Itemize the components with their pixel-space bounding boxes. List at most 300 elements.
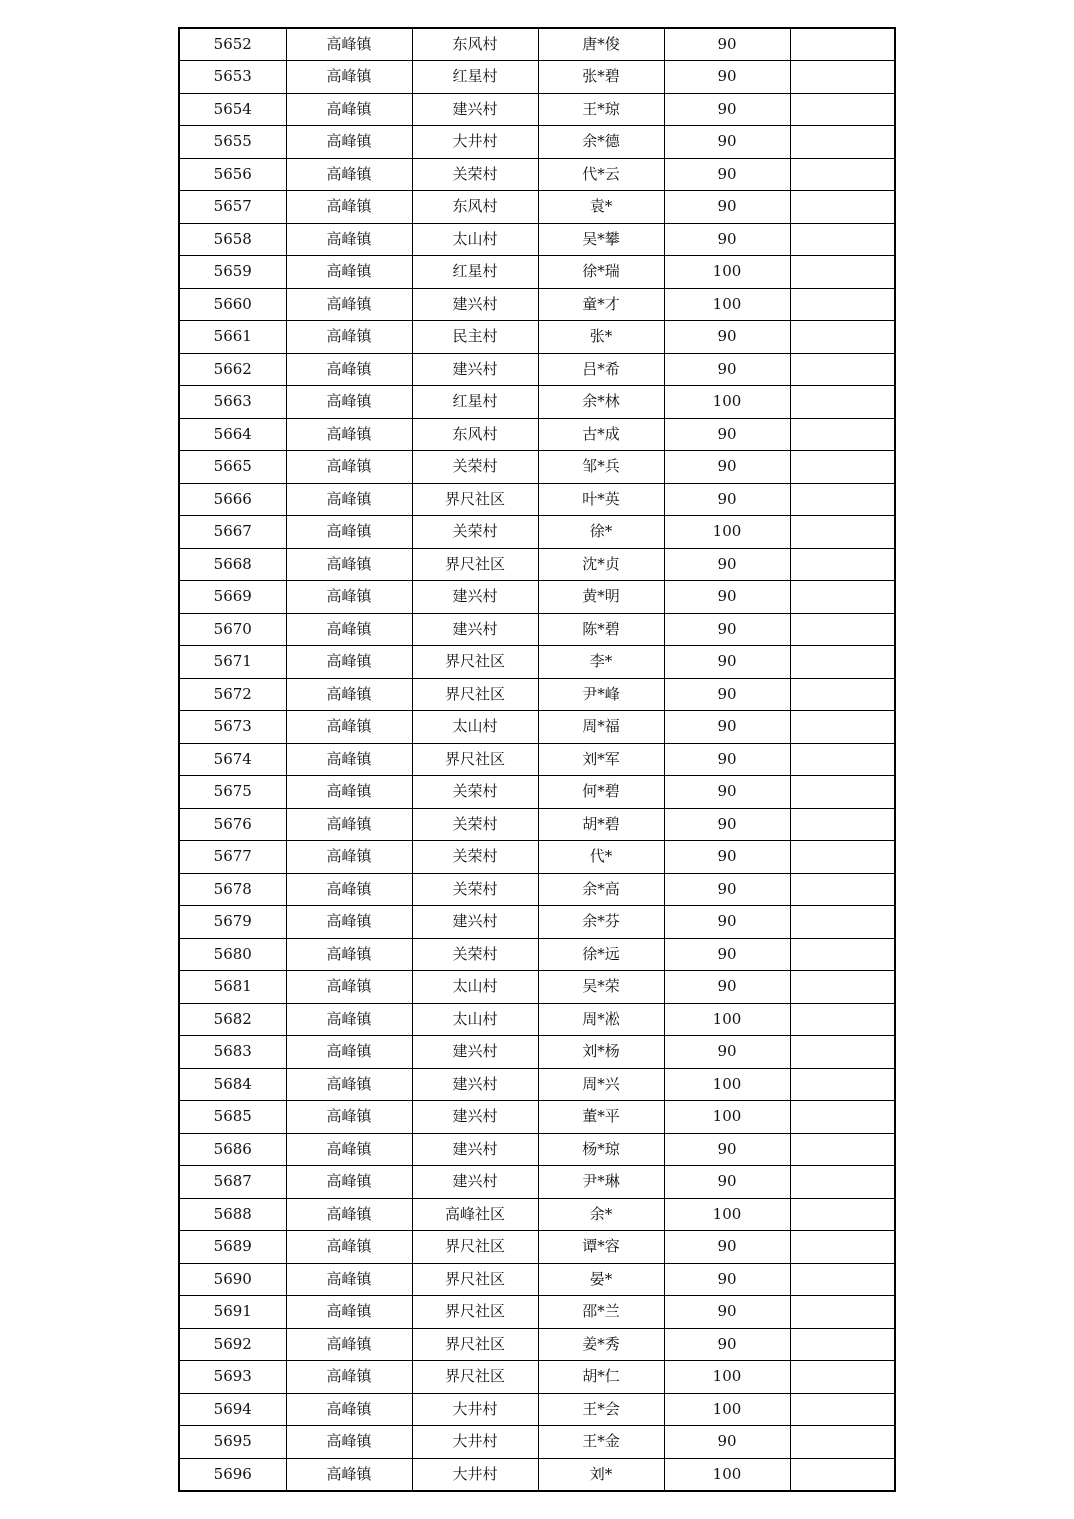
remark-cell bbox=[790, 873, 895, 906]
town-cell: 高峰镇 bbox=[286, 353, 412, 386]
table-row bbox=[179, 61, 895, 94]
name-cell: 代*云 bbox=[538, 158, 664, 191]
amount-cell: 100 bbox=[664, 256, 790, 289]
remark-cell bbox=[790, 971, 895, 1004]
remark-cell bbox=[790, 1361, 895, 1394]
town-cell: 高峰镇 bbox=[286, 581, 412, 614]
name-cell: 黄*明 bbox=[538, 581, 664, 614]
town-cell: 高峰镇 bbox=[286, 223, 412, 256]
remark-cell bbox=[790, 1231, 895, 1264]
row-number-cell: 5657 bbox=[179, 191, 286, 224]
village-cell: 太山村 bbox=[412, 971, 538, 1004]
data-table bbox=[178, 27, 894, 1492]
row-number-cell: 5690 bbox=[179, 1263, 286, 1296]
remark-cell bbox=[790, 581, 895, 614]
amount-cell: 90 bbox=[664, 28, 790, 61]
row-number-cell: 5653 bbox=[179, 61, 286, 94]
remark-cell bbox=[790, 1133, 895, 1166]
village-cell: 关荣村 bbox=[412, 516, 538, 549]
table-row bbox=[179, 1133, 895, 1166]
remark-cell bbox=[790, 516, 895, 549]
village-cell: 界尺社区 bbox=[412, 483, 538, 516]
name-cell: 童*才 bbox=[538, 288, 664, 321]
town-cell: 高峰镇 bbox=[286, 1263, 412, 1296]
table-row bbox=[179, 1393, 895, 1426]
town-cell: 高峰镇 bbox=[286, 28, 412, 61]
amount-cell: 100 bbox=[664, 1361, 790, 1394]
remark-cell bbox=[790, 126, 895, 159]
row-number-cell: 5694 bbox=[179, 1393, 286, 1426]
village-cell: 红星村 bbox=[412, 61, 538, 94]
remark-cell bbox=[790, 483, 895, 516]
row-number-cell: 5676 bbox=[179, 808, 286, 841]
row-number-cell: 5678 bbox=[179, 873, 286, 906]
row-number-cell: 5666 bbox=[179, 483, 286, 516]
row-number-cell: 5668 bbox=[179, 548, 286, 581]
town-cell: 高峰镇 bbox=[286, 1361, 412, 1394]
name-cell: 叶*英 bbox=[538, 483, 664, 516]
name-cell: 徐*瑞 bbox=[538, 256, 664, 289]
village-cell: 红星村 bbox=[412, 256, 538, 289]
village-cell: 太山村 bbox=[412, 1003, 538, 1036]
amount-cell: 90 bbox=[664, 353, 790, 386]
name-cell: 余*高 bbox=[538, 873, 664, 906]
town-cell: 高峰镇 bbox=[286, 613, 412, 646]
name-cell: 晏* bbox=[538, 1263, 664, 1296]
row-number-cell: 5661 bbox=[179, 321, 286, 354]
amount-cell: 90 bbox=[664, 1166, 790, 1199]
town-cell: 高峰镇 bbox=[286, 776, 412, 809]
town-cell: 高峰镇 bbox=[286, 288, 412, 321]
village-cell: 大井村 bbox=[412, 1393, 538, 1426]
table-grid bbox=[178, 27, 896, 1492]
amount-cell: 90 bbox=[664, 906, 790, 939]
village-cell: 关荣村 bbox=[412, 158, 538, 191]
town-cell: 高峰镇 bbox=[286, 386, 412, 419]
village-cell: 界尺社区 bbox=[412, 743, 538, 776]
town-cell: 高峰镇 bbox=[286, 1101, 412, 1134]
village-cell: 关荣村 bbox=[412, 776, 538, 809]
table-row bbox=[179, 1361, 895, 1394]
row-number-cell: 5663 bbox=[179, 386, 286, 419]
row-number-cell: 5681 bbox=[179, 971, 286, 1004]
remark-cell bbox=[790, 451, 895, 484]
village-cell: 红星村 bbox=[412, 386, 538, 419]
remark-cell bbox=[790, 711, 895, 744]
town-cell: 高峰镇 bbox=[286, 1458, 412, 1491]
table-row bbox=[179, 93, 895, 126]
amount-cell: 90 bbox=[664, 581, 790, 614]
row-number-cell: 5679 bbox=[179, 906, 286, 939]
name-cell: 徐* bbox=[538, 516, 664, 549]
name-cell: 王*会 bbox=[538, 1393, 664, 1426]
row-number-cell: 5654 bbox=[179, 93, 286, 126]
amount-cell: 90 bbox=[664, 93, 790, 126]
row-number-cell: 5693 bbox=[179, 1361, 286, 1394]
name-cell: 周*凇 bbox=[538, 1003, 664, 1036]
remark-cell bbox=[790, 548, 895, 581]
name-cell: 邹*兵 bbox=[538, 451, 664, 484]
remark-cell bbox=[790, 1263, 895, 1296]
amount-cell: 100 bbox=[664, 1003, 790, 1036]
town-cell: 高峰镇 bbox=[286, 646, 412, 679]
remark-cell bbox=[790, 256, 895, 289]
town-cell: 高峰镇 bbox=[286, 1036, 412, 1069]
table-row bbox=[179, 1101, 895, 1134]
village-cell: 建兴村 bbox=[412, 1166, 538, 1199]
row-number-cell: 5695 bbox=[179, 1426, 286, 1459]
remark-cell bbox=[790, 93, 895, 126]
remark-cell bbox=[790, 1036, 895, 1069]
town-cell: 高峰镇 bbox=[286, 61, 412, 94]
amount-cell: 90 bbox=[664, 223, 790, 256]
village-cell: 建兴村 bbox=[412, 613, 538, 646]
town-cell: 高峰镇 bbox=[286, 1393, 412, 1426]
village-cell: 界尺社区 bbox=[412, 548, 538, 581]
amount-cell: 100 bbox=[664, 1458, 790, 1491]
village-cell: 大井村 bbox=[412, 1458, 538, 1491]
name-cell: 邵*兰 bbox=[538, 1296, 664, 1329]
amount-cell: 90 bbox=[664, 61, 790, 94]
table-row bbox=[179, 418, 895, 451]
amount-cell: 90 bbox=[664, 743, 790, 776]
remark-cell bbox=[790, 678, 895, 711]
town-cell: 高峰镇 bbox=[286, 808, 412, 841]
name-cell: 吴*攀 bbox=[538, 223, 664, 256]
table-row bbox=[179, 581, 895, 614]
village-cell: 建兴村 bbox=[412, 288, 538, 321]
amount-cell: 90 bbox=[664, 646, 790, 679]
village-cell: 东风村 bbox=[412, 191, 538, 224]
amount-cell: 90 bbox=[664, 971, 790, 1004]
row-number-cell: 5687 bbox=[179, 1166, 286, 1199]
remark-cell bbox=[790, 386, 895, 419]
remark-cell bbox=[790, 1393, 895, 1426]
name-cell: 周*福 bbox=[538, 711, 664, 744]
amount-cell: 100 bbox=[664, 386, 790, 419]
row-number-cell: 5688 bbox=[179, 1198, 286, 1231]
village-cell: 建兴村 bbox=[412, 1101, 538, 1134]
table-row bbox=[179, 126, 895, 159]
row-number-cell: 5660 bbox=[179, 288, 286, 321]
name-cell: 尹*峰 bbox=[538, 678, 664, 711]
village-cell: 太山村 bbox=[412, 711, 538, 744]
table-row bbox=[179, 776, 895, 809]
amount-cell: 100 bbox=[664, 288, 790, 321]
village-cell: 高峰社区 bbox=[412, 1198, 538, 1231]
table-row bbox=[179, 1003, 895, 1036]
village-cell: 建兴村 bbox=[412, 93, 538, 126]
row-number-cell: 5664 bbox=[179, 418, 286, 451]
amount-cell: 90 bbox=[664, 873, 790, 906]
name-cell: 刘*军 bbox=[538, 743, 664, 776]
amount-cell: 100 bbox=[664, 1068, 790, 1101]
remark-cell bbox=[790, 223, 895, 256]
table-row bbox=[179, 646, 895, 679]
table-row bbox=[179, 1426, 895, 1459]
village-cell: 建兴村 bbox=[412, 906, 538, 939]
remark-cell bbox=[790, 1426, 895, 1459]
amount-cell: 100 bbox=[664, 516, 790, 549]
village-cell: 关荣村 bbox=[412, 873, 538, 906]
name-cell: 吕*希 bbox=[538, 353, 664, 386]
remark-cell bbox=[790, 1166, 895, 1199]
amount-cell: 90 bbox=[664, 1231, 790, 1264]
remark-cell bbox=[790, 906, 895, 939]
name-cell: 张*碧 bbox=[538, 61, 664, 94]
amount-cell: 90 bbox=[664, 1296, 790, 1329]
name-cell: 尹*琳 bbox=[538, 1166, 664, 1199]
remark-cell bbox=[790, 353, 895, 386]
town-cell: 高峰镇 bbox=[286, 971, 412, 1004]
name-cell: 徐*远 bbox=[538, 938, 664, 971]
town-cell: 高峰镇 bbox=[286, 743, 412, 776]
amount-cell: 90 bbox=[664, 1036, 790, 1069]
row-number-cell: 5686 bbox=[179, 1133, 286, 1166]
table-row bbox=[179, 28, 895, 61]
amount-cell: 90 bbox=[664, 776, 790, 809]
row-number-cell: 5669 bbox=[179, 581, 286, 614]
village-cell: 大井村 bbox=[412, 126, 538, 159]
table-row bbox=[179, 841, 895, 874]
table-row bbox=[179, 191, 895, 224]
table-row bbox=[179, 1263, 895, 1296]
remark-cell bbox=[790, 191, 895, 224]
village-cell: 建兴村 bbox=[412, 581, 538, 614]
row-number-cell: 5670 bbox=[179, 613, 286, 646]
village-cell: 民主村 bbox=[412, 321, 538, 354]
amount-cell: 90 bbox=[664, 126, 790, 159]
village-cell: 关荣村 bbox=[412, 808, 538, 841]
name-cell: 李* bbox=[538, 646, 664, 679]
remark-cell bbox=[790, 158, 895, 191]
table-row bbox=[179, 1166, 895, 1199]
amount-cell: 90 bbox=[664, 321, 790, 354]
row-number-cell: 5675 bbox=[179, 776, 286, 809]
town-cell: 高峰镇 bbox=[286, 1296, 412, 1329]
row-number-cell: 5682 bbox=[179, 1003, 286, 1036]
remark-cell bbox=[790, 1198, 895, 1231]
table-row bbox=[179, 743, 895, 776]
town-cell: 高峰镇 bbox=[286, 451, 412, 484]
table-row bbox=[179, 678, 895, 711]
table-row bbox=[179, 1068, 895, 1101]
table-row bbox=[179, 256, 895, 289]
town-cell: 高峰镇 bbox=[286, 1328, 412, 1361]
town-cell: 高峰镇 bbox=[286, 873, 412, 906]
table-row bbox=[179, 1458, 895, 1491]
village-cell: 关荣村 bbox=[412, 938, 538, 971]
name-cell: 代* bbox=[538, 841, 664, 874]
row-number-cell: 5667 bbox=[179, 516, 286, 549]
row-number-cell: 5674 bbox=[179, 743, 286, 776]
table-row bbox=[179, 873, 895, 906]
remark-cell bbox=[790, 1003, 895, 1036]
town-cell: 高峰镇 bbox=[286, 321, 412, 354]
remark-cell bbox=[790, 743, 895, 776]
town-cell: 高峰镇 bbox=[286, 1198, 412, 1231]
village-cell: 太山村 bbox=[412, 223, 538, 256]
amount-cell: 90 bbox=[664, 483, 790, 516]
amount-cell: 90 bbox=[664, 548, 790, 581]
name-cell: 余* bbox=[538, 1198, 664, 1231]
town-cell: 高峰镇 bbox=[286, 483, 412, 516]
name-cell: 张* bbox=[538, 321, 664, 354]
row-number-cell: 5672 bbox=[179, 678, 286, 711]
village-cell: 建兴村 bbox=[412, 353, 538, 386]
amount-cell: 90 bbox=[664, 678, 790, 711]
name-cell: 唐*俊 bbox=[538, 28, 664, 61]
remark-cell bbox=[790, 288, 895, 321]
row-number-cell: 5696 bbox=[179, 1458, 286, 1491]
row-number-cell: 5677 bbox=[179, 841, 286, 874]
town-cell: 高峰镇 bbox=[286, 1133, 412, 1166]
row-number-cell: 5658 bbox=[179, 223, 286, 256]
amount-cell: 90 bbox=[664, 613, 790, 646]
village-cell: 建兴村 bbox=[412, 1133, 538, 1166]
remark-cell bbox=[790, 841, 895, 874]
village-cell: 界尺社区 bbox=[412, 646, 538, 679]
amount-cell: 100 bbox=[664, 1101, 790, 1134]
name-cell: 余*林 bbox=[538, 386, 664, 419]
remark-cell bbox=[790, 808, 895, 841]
table-row bbox=[179, 548, 895, 581]
table-row bbox=[179, 386, 895, 419]
row-number-cell: 5652 bbox=[179, 28, 286, 61]
name-cell: 袁* bbox=[538, 191, 664, 224]
table-row bbox=[179, 971, 895, 1004]
amount-cell: 100 bbox=[664, 1393, 790, 1426]
amount-cell: 90 bbox=[664, 451, 790, 484]
amount-cell: 90 bbox=[664, 808, 790, 841]
row-number-cell: 5691 bbox=[179, 1296, 286, 1329]
table-row bbox=[179, 1328, 895, 1361]
row-number-cell: 5683 bbox=[179, 1036, 286, 1069]
amount-cell: 90 bbox=[664, 191, 790, 224]
name-cell: 何*碧 bbox=[538, 776, 664, 809]
table-row bbox=[179, 1036, 895, 1069]
name-cell: 胡*仁 bbox=[538, 1361, 664, 1394]
row-number-cell: 5673 bbox=[179, 711, 286, 744]
village-cell: 界尺社区 bbox=[412, 1361, 538, 1394]
town-cell: 高峰镇 bbox=[286, 516, 412, 549]
town-cell: 高峰镇 bbox=[286, 906, 412, 939]
town-cell: 高峰镇 bbox=[286, 1426, 412, 1459]
amount-cell: 90 bbox=[664, 938, 790, 971]
name-cell: 谭*容 bbox=[538, 1231, 664, 1264]
town-cell: 高峰镇 bbox=[286, 158, 412, 191]
amount-cell: 100 bbox=[664, 1198, 790, 1231]
amount-cell: 90 bbox=[664, 1133, 790, 1166]
row-number-cell: 5656 bbox=[179, 158, 286, 191]
remark-cell bbox=[790, 1068, 895, 1101]
town-cell: 高峰镇 bbox=[286, 93, 412, 126]
remark-cell bbox=[790, 321, 895, 354]
remark-cell bbox=[790, 1296, 895, 1329]
table-row bbox=[179, 711, 895, 744]
name-cell: 董*平 bbox=[538, 1101, 664, 1134]
village-cell: 界尺社区 bbox=[412, 1263, 538, 1296]
town-cell: 高峰镇 bbox=[286, 1166, 412, 1199]
remark-cell bbox=[790, 1328, 895, 1361]
row-number-cell: 5665 bbox=[179, 451, 286, 484]
village-cell: 关荣村 bbox=[412, 451, 538, 484]
village-cell: 东风村 bbox=[412, 418, 538, 451]
amount-cell: 90 bbox=[664, 1426, 790, 1459]
village-cell: 建兴村 bbox=[412, 1036, 538, 1069]
table-row bbox=[179, 1296, 895, 1329]
name-cell: 周*兴 bbox=[538, 1068, 664, 1101]
town-cell: 高峰镇 bbox=[286, 1068, 412, 1101]
town-cell: 高峰镇 bbox=[286, 548, 412, 581]
row-number-cell: 5689 bbox=[179, 1231, 286, 1264]
town-cell: 高峰镇 bbox=[286, 1003, 412, 1036]
town-cell: 高峰镇 bbox=[286, 841, 412, 874]
village-cell: 建兴村 bbox=[412, 1068, 538, 1101]
amount-cell: 90 bbox=[664, 841, 790, 874]
table-row bbox=[179, 613, 895, 646]
town-cell: 高峰镇 bbox=[286, 256, 412, 289]
village-cell: 界尺社区 bbox=[412, 1328, 538, 1361]
row-number-cell: 5659 bbox=[179, 256, 286, 289]
town-cell: 高峰镇 bbox=[286, 678, 412, 711]
table-row bbox=[179, 321, 895, 354]
amount-cell: 90 bbox=[664, 418, 790, 451]
village-cell: 界尺社区 bbox=[412, 1231, 538, 1264]
town-cell: 高峰镇 bbox=[286, 938, 412, 971]
remark-cell bbox=[790, 1458, 895, 1491]
table-row bbox=[179, 906, 895, 939]
village-cell: 关荣村 bbox=[412, 841, 538, 874]
table-row bbox=[179, 288, 895, 321]
name-cell: 沈*贞 bbox=[538, 548, 664, 581]
remark-cell bbox=[790, 646, 895, 679]
village-cell: 界尺社区 bbox=[412, 678, 538, 711]
table-row bbox=[179, 223, 895, 256]
remark-cell bbox=[790, 938, 895, 971]
name-cell: 杨*琼 bbox=[538, 1133, 664, 1166]
remark-cell bbox=[790, 776, 895, 809]
table-row bbox=[179, 353, 895, 386]
name-cell: 王*琼 bbox=[538, 93, 664, 126]
row-number-cell: 5692 bbox=[179, 1328, 286, 1361]
name-cell: 刘* bbox=[538, 1458, 664, 1491]
village-cell: 东风村 bbox=[412, 28, 538, 61]
village-cell: 界尺社区 bbox=[412, 1296, 538, 1329]
table-row bbox=[179, 451, 895, 484]
name-cell: 陈*碧 bbox=[538, 613, 664, 646]
row-number-cell: 5655 bbox=[179, 126, 286, 159]
row-number-cell: 5671 bbox=[179, 646, 286, 679]
town-cell: 高峰镇 bbox=[286, 191, 412, 224]
table-row bbox=[179, 483, 895, 516]
remark-cell bbox=[790, 61, 895, 94]
town-cell: 高峰镇 bbox=[286, 418, 412, 451]
name-cell: 吴*荣 bbox=[538, 971, 664, 1004]
name-cell: 刘*杨 bbox=[538, 1036, 664, 1069]
remark-cell bbox=[790, 28, 895, 61]
remark-cell bbox=[790, 1101, 895, 1134]
table-row bbox=[179, 1231, 895, 1264]
town-cell: 高峰镇 bbox=[286, 711, 412, 744]
amount-cell: 90 bbox=[664, 158, 790, 191]
amount-cell: 90 bbox=[664, 1328, 790, 1361]
row-number-cell: 5684 bbox=[179, 1068, 286, 1101]
name-cell: 余*德 bbox=[538, 126, 664, 159]
remark-cell bbox=[790, 418, 895, 451]
amount-cell: 90 bbox=[664, 711, 790, 744]
town-cell: 高峰镇 bbox=[286, 1231, 412, 1264]
